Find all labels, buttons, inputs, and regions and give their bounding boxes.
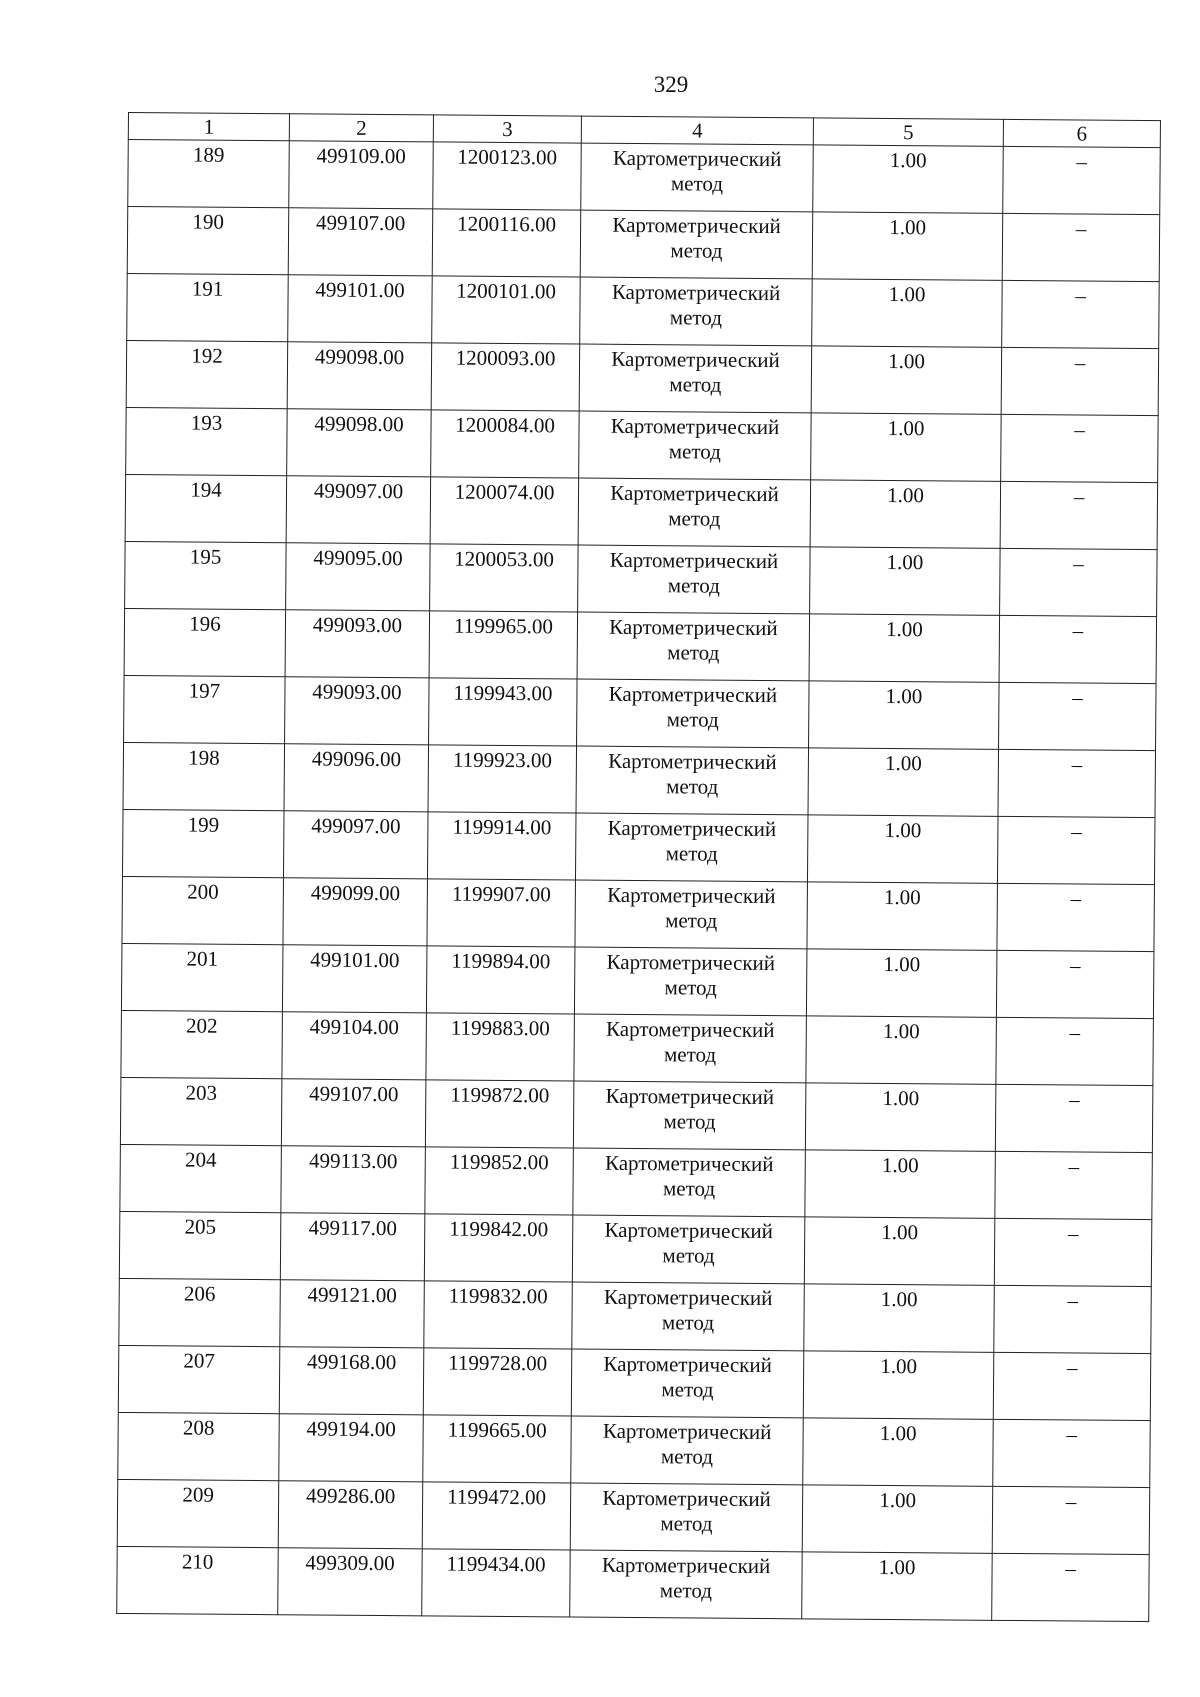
- table-row: [121, 1010, 1153, 1085]
- table-row: [119, 1278, 1151, 1353]
- method-cell: [572, 1282, 805, 1351]
- method-text: метод: [668, 439, 721, 464]
- x-coordinate-cell: 499101.00: [282, 945, 427, 1013]
- method-cell: [574, 947, 807, 1016]
- method-text: метод: [665, 908, 718, 933]
- coordinates-table: [116, 112, 1161, 1622]
- method-text: Картометрический: [606, 949, 776, 976]
- method-cell: [570, 1550, 803, 1619]
- x-coordinate-cell: 499286.00: [278, 1481, 423, 1549]
- point-number-cell: 192: [126, 340, 288, 408]
- table-row: [117, 1479, 1149, 1554]
- method-text: Картометрический: [612, 145, 782, 172]
- method-text: метод: [662, 1176, 716, 1201]
- method-text: метод: [670, 171, 724, 196]
- method-text: метод: [666, 707, 719, 732]
- point-number-cell: 202: [121, 1010, 283, 1078]
- method-text: Картометрический: [610, 413, 780, 440]
- header-cell: 2: [289, 114, 433, 142]
- header-cell: 5: [813, 118, 1003, 146]
- precision-cell: 1.00: [812, 212, 1003, 280]
- point-number-cell: 191: [127, 273, 289, 341]
- method-cell: [575, 813, 808, 882]
- precision-cell: 1.00: [802, 1552, 993, 1620]
- method-text: метод: [662, 1243, 715, 1268]
- method-text: метод: [669, 305, 723, 330]
- y-coordinate-cell: 1199914.00: [427, 812, 576, 880]
- x-coordinate-cell: 499309.00: [278, 1548, 423, 1616]
- table-row: [122, 809, 1154, 884]
- method-text: метод: [664, 975, 717, 1000]
- y-coordinate-cell: 1199665.00: [423, 1415, 572, 1483]
- method-cell: [570, 1483, 803, 1552]
- method-cell: [577, 679, 810, 748]
- point-number-cell: 193: [126, 407, 288, 475]
- note-cell: –: [999, 615, 1157, 683]
- method-text: Картометрический: [611, 346, 780, 373]
- y-coordinate-cell: 1199852.00: [425, 1147, 574, 1215]
- table-body: [117, 113, 1161, 1622]
- y-coordinate-cell: 1199923.00: [428, 745, 577, 813]
- table-row: [124, 608, 1156, 683]
- method-text: метод: [667, 573, 720, 598]
- note-cell: –: [1001, 414, 1159, 482]
- x-coordinate-cell: 499097.00: [286, 476, 431, 544]
- method-text: метод: [667, 640, 720, 665]
- precision-cell: 1.00: [805, 1083, 996, 1151]
- method-text: Картометрический: [604, 1150, 774, 1177]
- precision-cell: 1.00: [803, 1351, 994, 1419]
- table-row: [128, 140, 1160, 215]
- method-cell: [580, 210, 813, 279]
- note-cell: –: [997, 816, 1155, 884]
- x-coordinate-cell: 499099.00: [283, 878, 428, 946]
- point-number-cell: 206: [119, 1278, 281, 1346]
- point-number-cell: 194: [125, 474, 287, 542]
- method-cell: [578, 545, 811, 614]
- method-text: Картометрический: [610, 480, 779, 507]
- y-coordinate-cell: 1200116.00: [432, 209, 581, 277]
- x-coordinate-cell: 499101.00: [288, 275, 433, 343]
- method-text: Картометрический: [604, 1217, 774, 1244]
- method-text: метод: [668, 506, 721, 531]
- note-cell: –: [992, 1553, 1150, 1621]
- table-row: [126, 407, 1158, 482]
- table-row: [118, 1345, 1150, 1420]
- method-text: метод: [660, 1444, 714, 1469]
- x-coordinate-cell: 499093.00: [285, 610, 430, 678]
- method-cell: [580, 277, 813, 346]
- point-number-cell: 207: [118, 1345, 280, 1413]
- method-text: метод: [660, 1511, 713, 1536]
- note-cell: –: [995, 1151, 1153, 1219]
- header-cell: 3: [433, 115, 581, 143]
- point-number-cell: 200: [122, 876, 284, 944]
- table-row: [122, 876, 1154, 951]
- method-text: Картометрический: [609, 547, 779, 574]
- point-number-cell: 210: [117, 1546, 279, 1614]
- precision-cell: 1.00: [805, 1150, 996, 1218]
- y-coordinate-cell: 1199832.00: [424, 1281, 573, 1349]
- note-cell: –: [1000, 481, 1158, 549]
- precision-cell: 1.00: [806, 1016, 997, 1084]
- note-cell: –: [994, 1218, 1152, 1286]
- method-text: Картометрический: [605, 1083, 775, 1110]
- table-row: [127, 207, 1159, 282]
- x-coordinate-cell: 499095.00: [286, 543, 431, 611]
- table-row: [123, 742, 1155, 817]
- precision-cell: 1.00: [804, 1217, 995, 1285]
- x-coordinate-cell: 499093.00: [285, 677, 430, 745]
- x-coordinate-cell: 499104.00: [282, 1012, 427, 1080]
- method-text: Картометрический: [607, 882, 776, 909]
- table-row: [121, 943, 1153, 1018]
- method-text: Картометрический: [611, 279, 781, 306]
- method-text: Картометрический: [612, 212, 781, 239]
- method-text: метод: [661, 1310, 715, 1335]
- point-number-cell: 196: [124, 608, 286, 676]
- y-coordinate-cell: 1199842.00: [424, 1214, 573, 1282]
- point-number-cell: 203: [120, 1077, 282, 1145]
- precision-cell: 1.00: [810, 547, 1001, 615]
- table-row: [125, 541, 1157, 616]
- table-row: [119, 1211, 1151, 1286]
- point-number-cell: 201: [121, 943, 283, 1011]
- table-row: [118, 1412, 1150, 1487]
- y-coordinate-cell: 1199728.00: [423, 1348, 572, 1416]
- method-text: Картометрический: [603, 1351, 773, 1378]
- precision-cell: 1.00: [807, 815, 998, 883]
- method-cell: [575, 880, 808, 949]
- x-coordinate-cell: 499107.00: [288, 208, 433, 276]
- table-row: [124, 675, 1156, 750]
- note-cell: –: [998, 749, 1156, 817]
- method-text: Картометрический: [602, 1485, 771, 1512]
- precision-cell: 1.00: [803, 1418, 994, 1486]
- precision-cell: 1.00: [806, 949, 997, 1017]
- point-number-cell: 209: [117, 1479, 279, 1547]
- method-cell: [574, 1014, 807, 1083]
- note-cell: –: [993, 1352, 1151, 1420]
- method-cell: [571, 1349, 804, 1418]
- note-cell: –: [1003, 146, 1161, 214]
- method-text: метод: [663, 1109, 716, 1134]
- note-cell: –: [997, 883, 1155, 951]
- method-text: Картометрический: [609, 614, 778, 641]
- method-cell: [572, 1215, 805, 1284]
- y-coordinate-cell: 1200084.00: [431, 410, 580, 478]
- method-cell: [581, 143, 814, 212]
- y-coordinate-cell: 1199943.00: [429, 678, 578, 746]
- y-coordinate-cell: 1199894.00: [426, 946, 575, 1014]
- method-cell: [573, 1081, 806, 1150]
- x-coordinate-cell: 499097.00: [283, 811, 428, 879]
- note-cell: –: [1001, 347, 1159, 415]
- precision-cell: 1.00: [808, 748, 999, 816]
- point-number-cell: 204: [120, 1144, 282, 1212]
- method-text: метод: [659, 1578, 713, 1603]
- y-coordinate-cell: 1199965.00: [429, 611, 578, 679]
- method-text: Картометрический: [607, 815, 777, 842]
- method-cell: [571, 1416, 804, 1485]
- precision-cell: 1.00: [810, 480, 1001, 548]
- x-coordinate-cell: 499096.00: [284, 744, 429, 812]
- point-number-cell: 198: [123, 742, 285, 810]
- precision-cell: 1.00: [811, 346, 1002, 414]
- table-row: [117, 1546, 1149, 1621]
- table-row: [120, 1077, 1152, 1152]
- y-coordinate-cell: 1199883.00: [426, 1013, 575, 1081]
- header-cell: 6: [1003, 119, 1160, 147]
- point-number-cell: 208: [118, 1412, 280, 1480]
- method-cell: [576, 746, 809, 815]
- point-number-cell: 189: [128, 140, 290, 208]
- method-text: Картометрический: [608, 681, 778, 708]
- precision-cell: 1.00: [807, 882, 998, 950]
- precision-cell: 1.00: [804, 1284, 995, 1352]
- point-number-cell: 190: [127, 207, 289, 275]
- method-cell: [578, 478, 811, 547]
- point-number-cell: 199: [122, 809, 284, 877]
- note-cell: –: [993, 1419, 1151, 1487]
- method-text: Картометрический: [602, 1418, 772, 1445]
- note-cell: –: [1000, 548, 1158, 616]
- method-text: метод: [663, 1042, 717, 1067]
- method-cell: [579, 344, 812, 413]
- y-coordinate-cell: 1200053.00: [430, 544, 579, 612]
- method-text: Картометрический: [601, 1552, 771, 1579]
- precision-cell: 1.00: [809, 681, 1000, 749]
- method-cell: [579, 411, 812, 480]
- y-coordinate-cell: 1199472.00: [422, 1482, 571, 1550]
- x-coordinate-cell: 499194.00: [279, 1414, 424, 1482]
- table-row: [126, 340, 1158, 415]
- page-number: 329: [653, 72, 689, 97]
- precision-cell: 1.00: [813, 145, 1004, 213]
- precision-cell: 1.00: [802, 1485, 993, 1553]
- y-coordinate-cell: 1199434.00: [422, 1549, 571, 1617]
- table-row: [127, 273, 1159, 348]
- note-cell: –: [996, 1017, 1154, 1085]
- method-text: метод: [665, 841, 718, 866]
- note-cell: –: [995, 1084, 1153, 1152]
- precision-cell: 1.00: [811, 413, 1002, 481]
- y-coordinate-cell: 1200074.00: [430, 477, 579, 545]
- y-coordinate-cell: 1200123.00: [433, 142, 582, 210]
- y-coordinate-cell: 1199907.00: [427, 879, 576, 947]
- table-row: [125, 474, 1157, 549]
- method-cell: [577, 612, 810, 681]
- x-coordinate-cell: 499121.00: [280, 1280, 425, 1348]
- x-coordinate-cell: 499109.00: [289, 141, 434, 209]
- method-text: метод: [661, 1377, 714, 1402]
- note-cell: –: [996, 950, 1154, 1018]
- precision-cell: 1.00: [812, 279, 1003, 347]
- x-coordinate-cell: 499168.00: [279, 1347, 424, 1415]
- point-number-cell: 195: [125, 541, 287, 609]
- table-row: [120, 1144, 1152, 1219]
- method-text: Картометрический: [605, 1016, 775, 1043]
- method-cell: [573, 1148, 806, 1217]
- note-cell: –: [999, 682, 1157, 750]
- header-cell: 4: [581, 116, 813, 145]
- precision-cell: 1.00: [809, 614, 1000, 682]
- y-coordinate-cell: 1199872.00: [425, 1080, 574, 1148]
- x-coordinate-cell: 499098.00: [287, 342, 432, 410]
- method-text: Картометрический: [603, 1284, 773, 1311]
- x-coordinate-cell: 499107.00: [281, 1079, 426, 1147]
- point-number-cell: 197: [124, 675, 286, 743]
- x-coordinate-cell: 499113.00: [281, 1146, 426, 1214]
- x-coordinate-cell: 499117.00: [280, 1213, 425, 1281]
- method-text: метод: [666, 774, 719, 799]
- note-cell: –: [994, 1285, 1152, 1353]
- method-text: Картометрический: [608, 748, 777, 775]
- point-number-cell: 205: [119, 1211, 281, 1279]
- note-cell: –: [992, 1486, 1150, 1554]
- header-cell: 1: [128, 113, 289, 141]
- y-coordinate-cell: 1200101.00: [432, 276, 581, 344]
- x-coordinate-cell: 499098.00: [287, 409, 432, 477]
- method-text: метод: [670, 238, 723, 263]
- note-cell: –: [1002, 213, 1160, 281]
- note-cell: –: [1002, 280, 1160, 348]
- method-text: метод: [669, 372, 722, 397]
- y-coordinate-cell: 1200093.00: [431, 343, 580, 411]
